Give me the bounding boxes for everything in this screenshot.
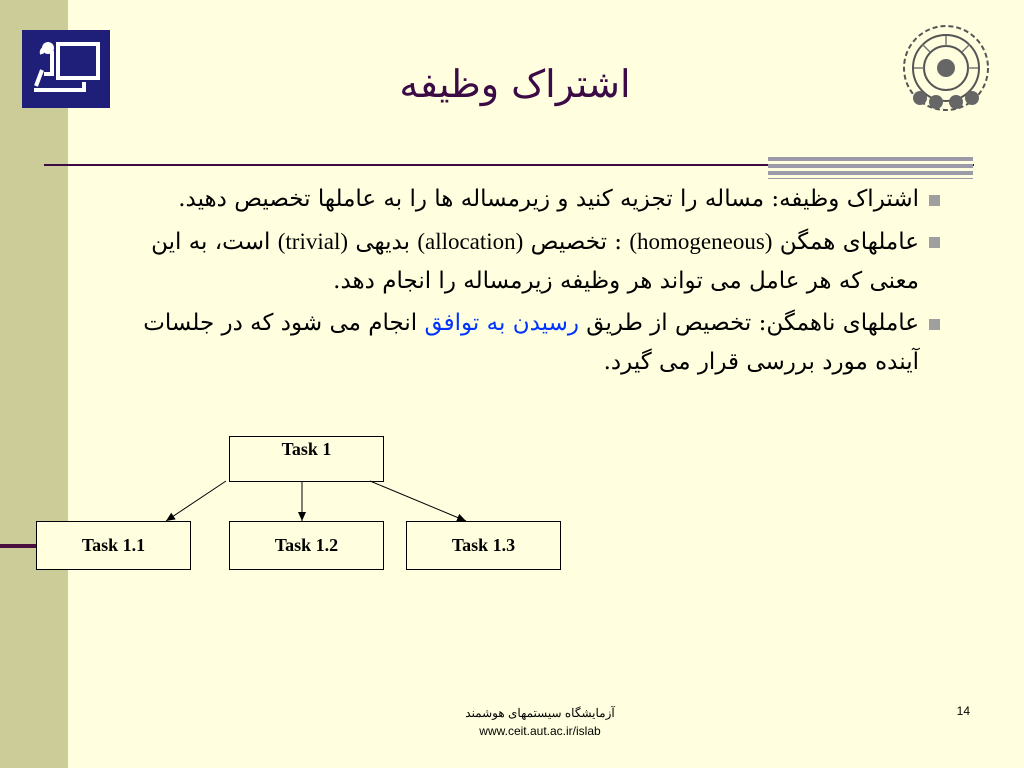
term-homogeneous: (homogeneous)	[629, 229, 773, 254]
bullet-item	[130, 180, 940, 219]
bullet-text: بدیهی	[348, 229, 418, 255]
highlight-text: رسیدن به توافق	[424, 310, 579, 336]
task-child-box	[229, 521, 384, 570]
computer-person-icon	[22, 30, 110, 108]
bullet-text: است، به این معنی که هر عامل می تواند هر وظیفه زیرمساله را انجام دهد.	[151, 229, 919, 294]
bullet-square-icon	[929, 195, 940, 206]
task-child-label: Task 1.2	[274, 535, 339, 555]
bullet-square-icon	[929, 319, 940, 330]
page-number: 14	[956, 704, 970, 718]
connector-arrow	[166, 481, 226, 521]
bullet-text: اشتراک وظیفه: مساله را تجزیه کنید و زیرمساله ها را به عاملها تخصیص دهید.	[178, 186, 919, 212]
bullet-list	[130, 180, 940, 385]
bullet-item	[130, 304, 940, 382]
connector-arrow	[370, 481, 466, 521]
bullet-text: انجام می شود که در جلسات آینده مورد بررسی قرار می گیرد.	[143, 310, 919, 375]
term-allocation: (allocation)	[417, 229, 524, 254]
task-child-label: Task 1.1	[81, 535, 146, 555]
bullet-text: : تخصیص	[523, 229, 630, 255]
term-trivial: (trivial)	[277, 229, 349, 254]
task-child-label: Task 1.3	[451, 535, 516, 555]
task-child-box	[36, 521, 191, 570]
footer-url: www.ceit.aut.ac.ir/islab	[479, 724, 601, 738]
task-child-box	[406, 521, 561, 570]
bullet-text: عاملهای همگن	[772, 229, 919, 255]
university-seal-icon	[900, 22, 992, 114]
task-root-label: Task 1	[281, 439, 332, 459]
slide-title: اشتراک وظیفه	[399, 62, 631, 106]
bullet-square-icon	[929, 237, 940, 248]
bullet-text: عاملهای ناهمگن: تخصیص از طریق	[578, 310, 919, 336]
footer	[420, 704, 660, 740]
footer-lab-name: آزمایشگاه سیستمهای هوشمند	[465, 706, 615, 720]
task-root-box	[229, 436, 384, 482]
divider-pattern	[768, 157, 973, 179]
left-band	[0, 0, 68, 768]
bullet-item	[130, 222, 940, 301]
